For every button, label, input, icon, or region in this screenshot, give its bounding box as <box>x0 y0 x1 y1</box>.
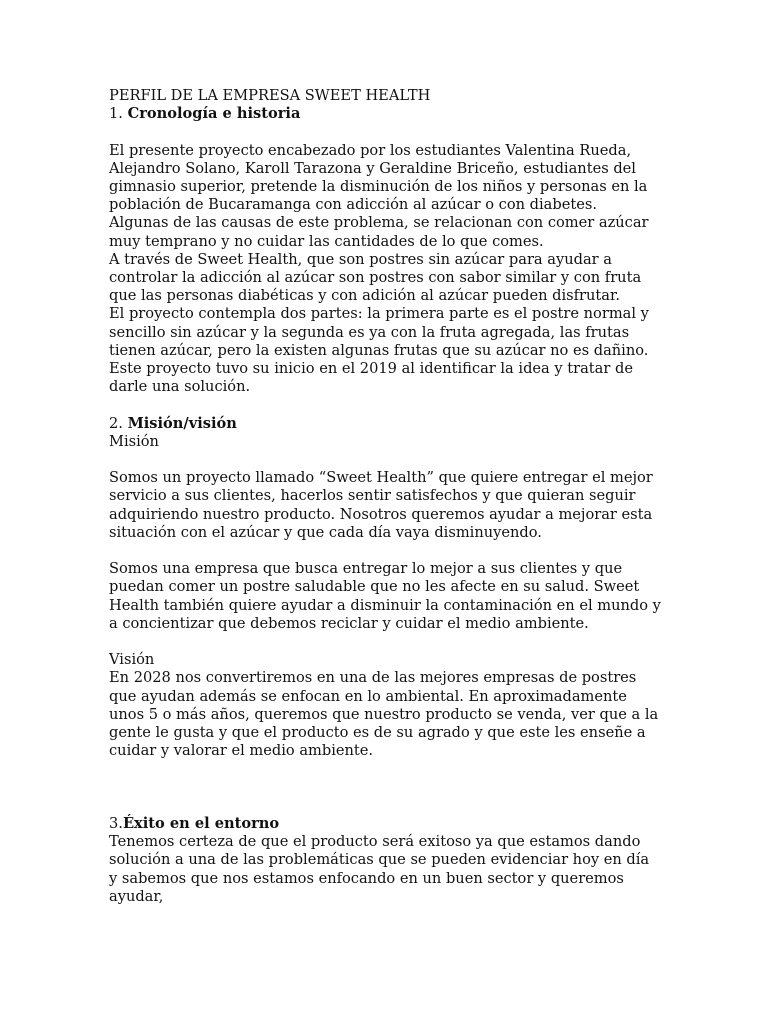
spacer <box>109 396 661 414</box>
spacer <box>109 760 661 796</box>
document-title: PERFIL DE LA EMPRESA SWEET HEALTH <box>109 87 431 104</box>
document-page <box>109 87 661 906</box>
spacer <box>109 542 661 560</box>
section-2-title: Misión/visión <box>127 414 237 432</box>
section-1-title: Cronología e historia <box>127 105 301 123</box>
section-3-heading <box>109 815 661 833</box>
spacer <box>109 451 661 469</box>
vision-paragraph: En 2028 nos convertiremos en una de las mejores empresas de postres que ayudan además se enfocan en lo ambiental. En aproximadamente unos 5 o más años, queremos que nuestro producto se venda, ver que a la gente le gusta y que el producto es de su agrado y que este les enseñe a cuidar y valorar el medio ambiente. <box>109 669 659 760</box>
mision-paragraph-2: Somos una empresa que busca entregar lo mejor a sus clientes y que puedan comer un postre saludable que no les afecte en su salud. Sweet Health también quiere ayudar a disminuir la contaminación en el mundo y a concientizar que debemos reciclar y cuidar el medio ambiente. <box>109 560 661 632</box>
section-1-number: 1. <box>109 105 128 123</box>
section-3-title: Éxito en el entorno <box>122 815 280 833</box>
section-2-heading <box>109 415 661 433</box>
section-1-paragraph-3: El proyecto contempla dos partes: la primera parte es el postre normal y sencillo sin azúcar y la segunda es ya con la fruta agregada, las frutas tienen azúcar, pero la existen algunas frutas que su azúcar no es dañino. <box>109 305 649 359</box>
section-3-paragraph: Tenemos certeza de que el producto será exitoso ya que estamos dando solución a una de las problemáticas que se pueden evidenciar hoy en día y sabemos que nos estamos enfocando en un buen sector y queremos ayudar, <box>109 833 650 905</box>
mision-paragraph-1: Somos un proyecto llamado “Sweet Health” que quiere entregar el mejor servicio a sus clientes, hacerlos sentir satisfechos y que quieran seguir adquiriendo nuestro producto. Nosotros queremos ayudar a mejorar esta situación con el azúcar y que cada día vaya disminuyendo. <box>109 469 653 541</box>
section-2-number: 2. <box>109 414 128 432</box>
section-1-paragraph-2: A través de Sweet Health, que son postres sin azúcar para ayudar a controlar la adicción al azúcar son postres con sabor similar y con fruta que las personas diabéticas y con adición al azúcar pueden disfrutar. <box>109 250 642 305</box>
spacer <box>109 797 661 815</box>
section-1-paragraph-4: Este proyecto tuvo su inicio en el 2019 al identificar la idea y tratar de darle una solución. <box>109 360 633 396</box>
section-1-heading <box>109 105 661 123</box>
spacer <box>109 633 661 651</box>
vision-label: Visión <box>109 651 155 669</box>
section-1-paragraph-1: El presente proyecto encabezado por los estudiantes Valentina Rueda, Alejandro Solano, Karoll Tarazona y Geraldine Briceño, estudiantes del gimnasio superior, pretende la disminución de los niños y personas en la población de Bucaramanga con adicción al azúcar o con diabetes. Algunas de las causas de este problema, se relacionan con comer azúcar muy temprano y no cuidar las cantidades de lo que comes. <box>109 141 649 250</box>
spacer <box>109 123 661 141</box>
mision-label: Misión <box>109 432 159 450</box>
section-3-number: 3. <box>109 815 123 833</box>
